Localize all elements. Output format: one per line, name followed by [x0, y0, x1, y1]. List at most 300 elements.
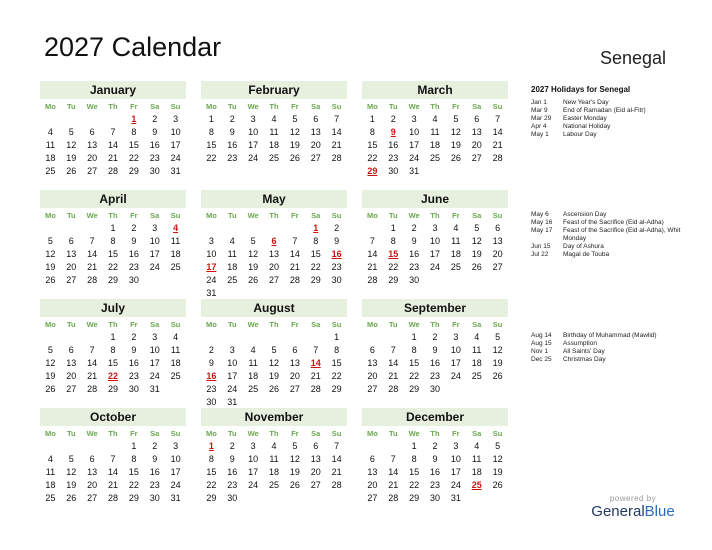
day-cell: 21 — [492, 140, 503, 150]
day-cell: 23 — [128, 262, 139, 272]
empty-cell — [61, 222, 82, 235]
day-cell: 15 — [107, 358, 118, 368]
weekday-label: Su — [331, 429, 342, 438]
day-cell: 22 — [310, 262, 321, 272]
weekday-label: Sa — [311, 429, 321, 438]
day-cell: 8 — [208, 127, 214, 137]
weekday-label: Mo — [206, 320, 217, 329]
day-cell: 13 — [66, 249, 77, 259]
day-cell: 11 — [430, 127, 440, 137]
day-cell: 15 — [331, 358, 342, 368]
empty-cell — [61, 331, 82, 344]
day-cell: 8 — [110, 345, 116, 355]
day-cell: 3 — [173, 441, 179, 451]
holiday-name: Labour Day — [563, 131, 597, 138]
day-cell: 31 — [409, 166, 420, 176]
day-cell: 27 — [310, 480, 321, 490]
empty-cell — [284, 222, 305, 235]
day-cell: 7 — [89, 236, 95, 246]
day-cell: 30 — [149, 493, 160, 503]
empty-cell — [264, 222, 285, 235]
day-cell: 22 — [206, 480, 217, 490]
day-cell: 7 — [110, 127, 116, 137]
day-cell: 11 — [45, 467, 56, 477]
month-title: December — [362, 408, 508, 426]
brand-name-blue: Blue — [644, 503, 675, 520]
day-cell: 10 — [170, 454, 181, 464]
weekday-label: Th — [430, 102, 440, 111]
day-cell: 23 — [227, 480, 238, 490]
holiday-row — [531, 219, 691, 227]
day-cell: 20 — [367, 371, 378, 381]
day-cell: 26 — [289, 153, 300, 163]
day-grid — [201, 113, 347, 165]
day-cell: 3 — [453, 332, 459, 342]
weekday-label: Th — [108, 102, 118, 111]
day-cell: 6 — [68, 236, 74, 246]
weekday-label: Mo — [45, 102, 56, 111]
day-cell: 14 — [331, 454, 342, 464]
day-cell: 5 — [271, 345, 277, 355]
weekday-label: Tu — [227, 102, 237, 111]
empty-cell — [362, 440, 383, 453]
day-cell: 16 — [429, 358, 440, 368]
day-cell: 13 — [367, 358, 378, 368]
holiday-date: Aug 15 — [531, 340, 552, 347]
weekday-label: Fr — [130, 429, 138, 438]
weekday-label: Su — [170, 102, 181, 111]
holiday-row — [531, 123, 691, 131]
day-cell: 21 — [367, 262, 378, 272]
day-cell: 18 — [170, 358, 181, 368]
day-cell: 26 — [492, 371, 503, 381]
day-cell: 12 — [492, 454, 503, 464]
holiday-list — [531, 99, 691, 139]
holiday-name: Feast of the Sacrifice (Eid al-Adha) — [563, 219, 664, 226]
weekday-label: Th — [430, 320, 440, 329]
weekday-label: Su — [492, 429, 503, 438]
holiday-name: Birthday of Muhammad (Mawlid) — [563, 332, 657, 339]
day-cell: 13 — [268, 249, 279, 259]
empty-cell — [362, 222, 383, 235]
day-cell: 30 — [429, 384, 440, 394]
day-cell: 31 — [149, 384, 160, 394]
day-cell: 17 — [450, 358, 461, 368]
day-cell: 29 — [310, 275, 321, 285]
day-grid — [40, 331, 186, 396]
weekday-label: We — [408, 429, 420, 438]
weekday-label: Su — [492, 102, 503, 111]
day-cell: 21 — [289, 262, 300, 272]
holiday-row — [531, 115, 691, 123]
day-cell: 26 — [471, 262, 482, 272]
weekday-label: Su — [492, 320, 503, 329]
weekday-label: We — [408, 211, 420, 220]
empty-cell — [201, 331, 222, 344]
weekday-label: Sa — [150, 102, 160, 111]
day-cell: 31 — [170, 166, 181, 176]
holiday-row — [531, 356, 691, 364]
day-grid — [362, 331, 508, 396]
day-cell: 9 — [432, 454, 438, 464]
holiday-name: New Year's Day — [563, 99, 609, 106]
day-cell: 25 — [45, 166, 56, 176]
month-title: March — [362, 81, 508, 99]
day-cell: 15 — [409, 358, 420, 368]
day-grid — [362, 222, 508, 287]
day-cell: 30 — [429, 493, 440, 503]
holiday-day-cell: 14 — [310, 358, 321, 368]
day-cell: 29 — [331, 384, 342, 394]
empty-cell — [201, 222, 222, 235]
day-cell: 1 — [411, 332, 417, 342]
day-cell: 2 — [432, 332, 438, 342]
day-cell: 19 — [289, 140, 300, 150]
day-cell: 31 — [206, 288, 217, 298]
day-cell: 15 — [128, 140, 139, 150]
weekday-header — [362, 427, 508, 440]
day-cell: 4 — [47, 454, 53, 464]
day-cell: 29 — [388, 275, 399, 285]
month-may — [201, 190, 347, 300]
day-cell: 20 — [66, 262, 77, 272]
holiday-name: Easter Monday — [563, 115, 607, 122]
day-cell: 3 — [453, 441, 459, 451]
day-cell: 3 — [411, 114, 417, 124]
day-cell: 30 — [128, 275, 139, 285]
day-grid — [362, 440, 508, 505]
day-cell: 9 — [208, 358, 214, 368]
holiday-day-cell: 1 — [313, 223, 319, 233]
day-cell: 8 — [411, 345, 417, 355]
day-cell: 6 — [89, 454, 95, 464]
weekday-header — [40, 209, 186, 222]
holiday-name: Ascension Day — [563, 211, 607, 218]
day-cell: 23 — [388, 153, 399, 163]
weekday-label: Sa — [472, 211, 482, 220]
day-cell: 13 — [492, 236, 503, 246]
day-cell: 25 — [170, 371, 181, 381]
holiday-day-cell: 25 — [471, 480, 482, 490]
day-cell: 13 — [310, 454, 321, 464]
holiday-row — [531, 107, 691, 115]
day-cell: 17 — [248, 467, 259, 477]
day-cell: 13 — [310, 127, 321, 137]
empty-cell — [243, 222, 264, 235]
holiday-date: May 17 — [531, 227, 553, 234]
day-cell: 14 — [107, 140, 118, 150]
day-cell: 17 — [149, 249, 160, 259]
day-cell: 3 — [432, 223, 438, 233]
day-cell: 23 — [227, 153, 238, 163]
holiday-list — [531, 332, 691, 364]
day-cell: 18 — [429, 140, 440, 150]
month-december — [362, 408, 508, 505]
weekday-label: Mo — [45, 320, 56, 329]
day-cell: 28 — [388, 384, 399, 394]
day-cell: 16 — [128, 249, 139, 259]
day-grid — [40, 440, 186, 505]
day-cell: 7 — [369, 236, 375, 246]
day-cell: 9 — [152, 127, 158, 137]
day-cell: 10 — [248, 127, 259, 137]
holiday-row — [531, 340, 691, 348]
day-cell: 10 — [206, 249, 217, 259]
day-cell: 21 — [87, 262, 98, 272]
day-cell: 13 — [66, 358, 77, 368]
holiday-day-cell: 4 — [173, 223, 179, 233]
weekday-label: Sa — [150, 211, 160, 220]
day-cell: 13 — [87, 467, 98, 477]
month-november — [201, 408, 347, 505]
holiday-day-cell: 1 — [131, 114, 137, 124]
day-cell: 16 — [429, 467, 440, 477]
day-cell: 26 — [289, 480, 300, 490]
day-cell: 28 — [107, 166, 118, 176]
brand-logo[interactable] — [588, 494, 678, 520]
brand-name — [588, 503, 678, 520]
day-cell: 17 — [170, 467, 181, 477]
day-cell: 29 — [128, 166, 139, 176]
day-cell: 15 — [206, 467, 217, 477]
day-cell: 12 — [45, 358, 56, 368]
day-cell: 30 — [409, 275, 420, 285]
weekday-label: Fr — [291, 102, 299, 111]
holiday-name: National Holiday — [563, 123, 611, 130]
day-cell: 8 — [131, 127, 137, 137]
weekday-label: Su — [331, 320, 342, 329]
day-cell: 10 — [450, 345, 461, 355]
day-cell: 4 — [173, 332, 179, 342]
day-cell: 5 — [47, 345, 53, 355]
day-cell: 23 — [409, 262, 420, 272]
day-cell: 19 — [45, 262, 56, 272]
day-cell: 12 — [471, 236, 482, 246]
day-cell: 1 — [411, 441, 417, 451]
day-cell: 28 — [331, 480, 342, 490]
day-cell: 2 — [152, 114, 158, 124]
weekday-label: Tu — [388, 102, 398, 111]
day-cell: 18 — [268, 467, 279, 477]
day-cell: 10 — [409, 127, 420, 137]
day-cell: 20 — [289, 371, 300, 381]
empty-cell — [82, 113, 103, 126]
weekday-label: Fr — [452, 102, 460, 111]
day-cell: 9 — [229, 454, 235, 464]
empty-cell — [222, 331, 243, 344]
holiday-date: Jul 22 — [531, 251, 549, 258]
day-cell: 22 — [206, 153, 217, 163]
day-cell: 14 — [87, 358, 98, 368]
day-cell: 21 — [388, 480, 399, 490]
empty-cell — [383, 440, 404, 453]
day-cell: 28 — [492, 153, 503, 163]
day-cell: 11 — [269, 454, 279, 464]
weekday-label: Su — [170, 211, 181, 220]
holiday-day-cell: 16 — [331, 249, 342, 259]
day-cell: 20 — [268, 262, 279, 272]
day-cell: 5 — [47, 236, 53, 246]
day-cell: 6 — [89, 127, 95, 137]
day-cell: 26 — [268, 384, 279, 394]
day-cell: 9 — [131, 345, 137, 355]
day-cell: 23 — [206, 384, 217, 394]
day-cell: 17 — [409, 140, 420, 150]
day-cell: 20 — [87, 153, 98, 163]
day-cell: 31 — [170, 493, 181, 503]
day-cell: 27 — [310, 153, 321, 163]
day-cell: 26 — [66, 493, 77, 503]
weekday-header — [40, 427, 186, 440]
day-cell: 25 — [170, 262, 181, 272]
day-cell: 28 — [367, 275, 378, 285]
day-cell: 27 — [367, 384, 378, 394]
day-cell: 18 — [45, 153, 56, 163]
weekday-label: Sa — [150, 429, 160, 438]
day-cell: 6 — [369, 454, 375, 464]
day-cell: 5 — [474, 223, 480, 233]
empty-cell — [103, 113, 124, 126]
day-cell: 20 — [66, 371, 77, 381]
day-cell: 23 — [149, 153, 160, 163]
day-cell: 28 — [87, 384, 98, 394]
day-cell: 14 — [388, 358, 399, 368]
day-cell: 2 — [334, 223, 340, 233]
day-cell: 17 — [429, 249, 440, 259]
day-cell: 23 — [429, 371, 440, 381]
day-cell: 4 — [271, 114, 277, 124]
day-cell: 5 — [292, 441, 298, 451]
weekday-label: Su — [170, 320, 181, 329]
day-grid — [201, 440, 347, 505]
weekday-label: Th — [430, 211, 440, 220]
day-cell: 8 — [334, 345, 340, 355]
day-cell: 11 — [269, 127, 279, 137]
day-cell: 22 — [128, 480, 139, 490]
day-cell: 4 — [474, 332, 480, 342]
day-cell: 21 — [87, 371, 98, 381]
weekday-header — [40, 318, 186, 331]
day-cell: 6 — [313, 441, 319, 451]
weekday-label: Sa — [311, 102, 321, 111]
weekday-label: Fr — [130, 102, 138, 111]
day-cell: 4 — [47, 127, 53, 137]
holiday-day-cell: 22 — [107, 371, 118, 381]
weekday-label: We — [86, 102, 98, 111]
weekday-label: Mo — [367, 102, 378, 111]
day-cell: 24 — [149, 262, 160, 272]
empty-cell — [362, 331, 383, 344]
weekday-label: We — [408, 102, 420, 111]
day-cell: 26 — [66, 166, 77, 176]
day-cell: 3 — [152, 223, 158, 233]
day-cell: 21 — [310, 371, 321, 381]
day-cell: 8 — [369, 127, 375, 137]
holidays-title: 2027 Holidays for Senegal — [531, 85, 631, 94]
holiday-date: Aug 14 — [531, 332, 552, 339]
day-cell: 25 — [227, 275, 238, 285]
weekday-label: Fr — [291, 429, 299, 438]
empty-cell — [243, 331, 264, 344]
weekday-label: Sa — [150, 320, 160, 329]
holiday-day-cell: 1 — [208, 441, 214, 451]
month-july — [40, 299, 186, 396]
day-cell: 7 — [495, 114, 501, 124]
day-cell: 15 — [206, 140, 217, 150]
day-cell: 24 — [450, 371, 461, 381]
day-cell: 22 — [409, 480, 420, 490]
day-cell: 7 — [334, 441, 340, 451]
day-cell: 11 — [227, 249, 237, 259]
month-title: June — [362, 190, 508, 208]
day-cell: 24 — [248, 480, 259, 490]
day-cell: 3 — [173, 114, 179, 124]
month-august — [201, 299, 347, 409]
empty-cell — [40, 113, 61, 126]
day-cell: 19 — [268, 371, 279, 381]
day-cell: 5 — [68, 127, 74, 137]
day-cell: 15 — [367, 140, 378, 150]
day-cell: 17 — [149, 358, 160, 368]
weekday-label: Fr — [291, 211, 299, 220]
month-title: August — [201, 299, 347, 317]
day-cell: 1 — [369, 114, 375, 124]
day-cell: 17 — [450, 467, 461, 477]
day-cell: 6 — [68, 345, 74, 355]
day-cell: 27 — [367, 493, 378, 503]
weekday-label: We — [86, 429, 98, 438]
day-cell: 20 — [310, 140, 321, 150]
day-cell: 2 — [152, 441, 158, 451]
weekday-header — [362, 318, 508, 331]
month-october — [40, 408, 186, 505]
day-grid — [40, 222, 186, 287]
holiday-date: May 1 — [531, 131, 549, 138]
day-cell: 18 — [268, 140, 279, 150]
day-cell: 31 — [450, 493, 461, 503]
month-february — [201, 81, 347, 165]
weekday-label: Su — [331, 211, 342, 220]
day-cell: 27 — [87, 166, 98, 176]
month-title: September — [362, 299, 508, 317]
weekday-label: Tu — [388, 429, 398, 438]
day-cell: 25 — [471, 371, 482, 381]
month-march — [362, 81, 508, 178]
day-cell: 8 — [208, 454, 214, 464]
day-cell: 12 — [45, 249, 56, 259]
weekday-label: Mo — [367, 211, 378, 220]
day-cell: 21 — [388, 371, 399, 381]
day-cell: 21 — [107, 480, 118, 490]
day-cell: 4 — [250, 345, 256, 355]
holiday-date: Dec 25 — [531, 356, 552, 363]
day-cell: 14 — [492, 127, 503, 137]
day-cell: 20 — [310, 467, 321, 477]
weekday-label: Th — [269, 429, 279, 438]
weekday-label: Sa — [472, 320, 482, 329]
day-cell: 19 — [66, 480, 77, 490]
holiday-row — [531, 243, 691, 251]
day-cell: 1 — [208, 114, 214, 124]
day-cell: 1 — [110, 332, 116, 342]
day-cell: 27 — [268, 275, 279, 285]
day-cell: 8 — [390, 236, 396, 246]
day-cell: 9 — [432, 345, 438, 355]
holiday-day-cell: 16 — [206, 371, 217, 381]
month-title: November — [201, 408, 347, 426]
holiday-date: Apr 4 — [531, 123, 547, 130]
day-cell: 17 — [227, 371, 238, 381]
